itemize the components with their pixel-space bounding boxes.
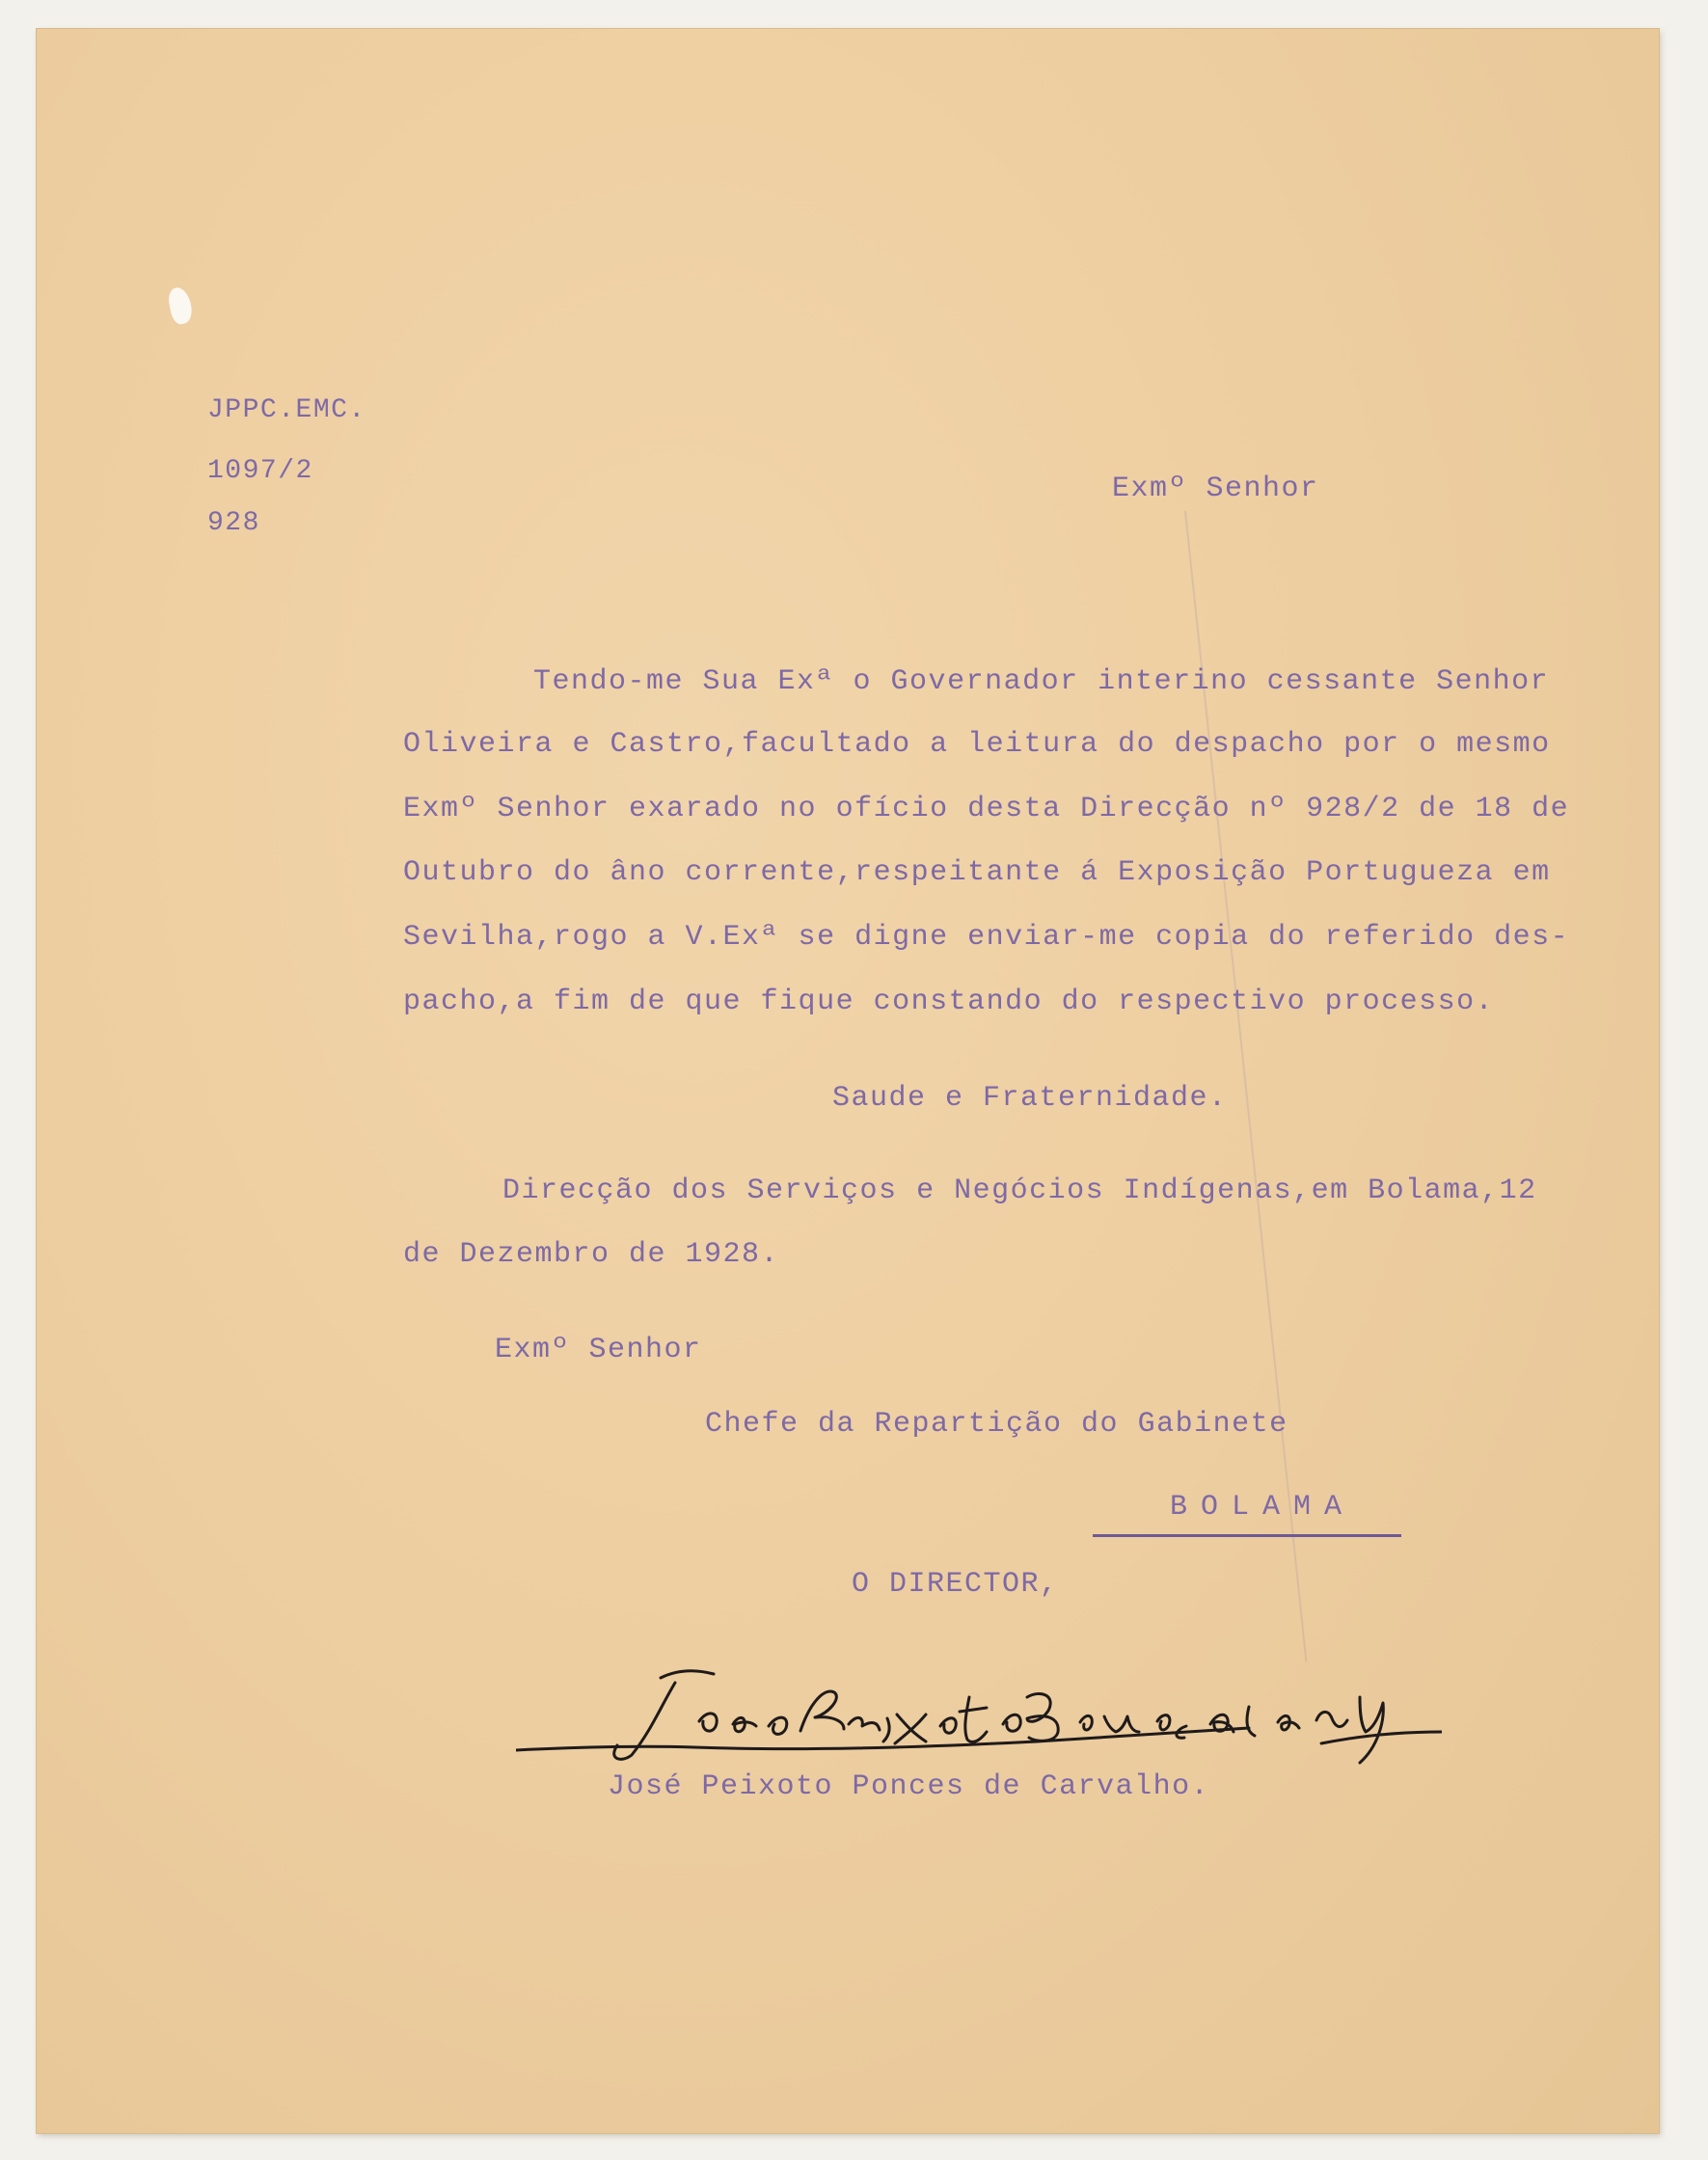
body-line: pacho,a fim de que fique constando do respectivo processo.	[403, 986, 1495, 1018]
reference-year: 928	[207, 508, 260, 538]
city-underline	[1093, 1534, 1401, 1537]
body-line: Exmº Senhor exarado no ofício desta Direcção nº 928/2 de 18 de	[403, 793, 1570, 825]
place-date-line: Direcção dos Serviços e Negócios Indígenas,em Bolama,12	[502, 1174, 1537, 1207]
reference-initials: JPPC.EMC.	[207, 395, 366, 425]
reference-number: 1097/2	[207, 456, 313, 486]
body-line: Sevilha,rogo a V.Exª se digne enviar-me copia do referido des-	[403, 921, 1570, 954]
body-line: Outubro do âno corrente,respeitante á Exposição Portugueza em	[403, 856, 1551, 889]
addressee-salutation: Exmº Senhor	[495, 1334, 702, 1366]
place-date-line: de Dezembro de 1928.	[403, 1238, 780, 1271]
salutation: Exmº Senhor	[1112, 472, 1319, 505]
handwritten-signature	[516, 1639, 1442, 1765]
body-line: Tendo-me Sua Exª o Governador interino cessante Senhor	[533, 665, 1550, 698]
letter-sheet	[37, 29, 1659, 2133]
addressee-city: BOLAMA	[1170, 1491, 1356, 1524]
signatory-name: José Peixoto Ponces de Carvalho.	[608, 1770, 1210, 1803]
signatory-title: O DIRECTOR,	[852, 1568, 1059, 1601]
punch-hole	[166, 285, 194, 326]
closing: Saude e Fraternidade.	[832, 1082, 1228, 1115]
addressee-office: Chefe da Repartição do Gabinete	[705, 1408, 1288, 1441]
body-line: Oliveira e Castro,facultado a leitura do despacho por o mesmo	[403, 728, 1551, 761]
